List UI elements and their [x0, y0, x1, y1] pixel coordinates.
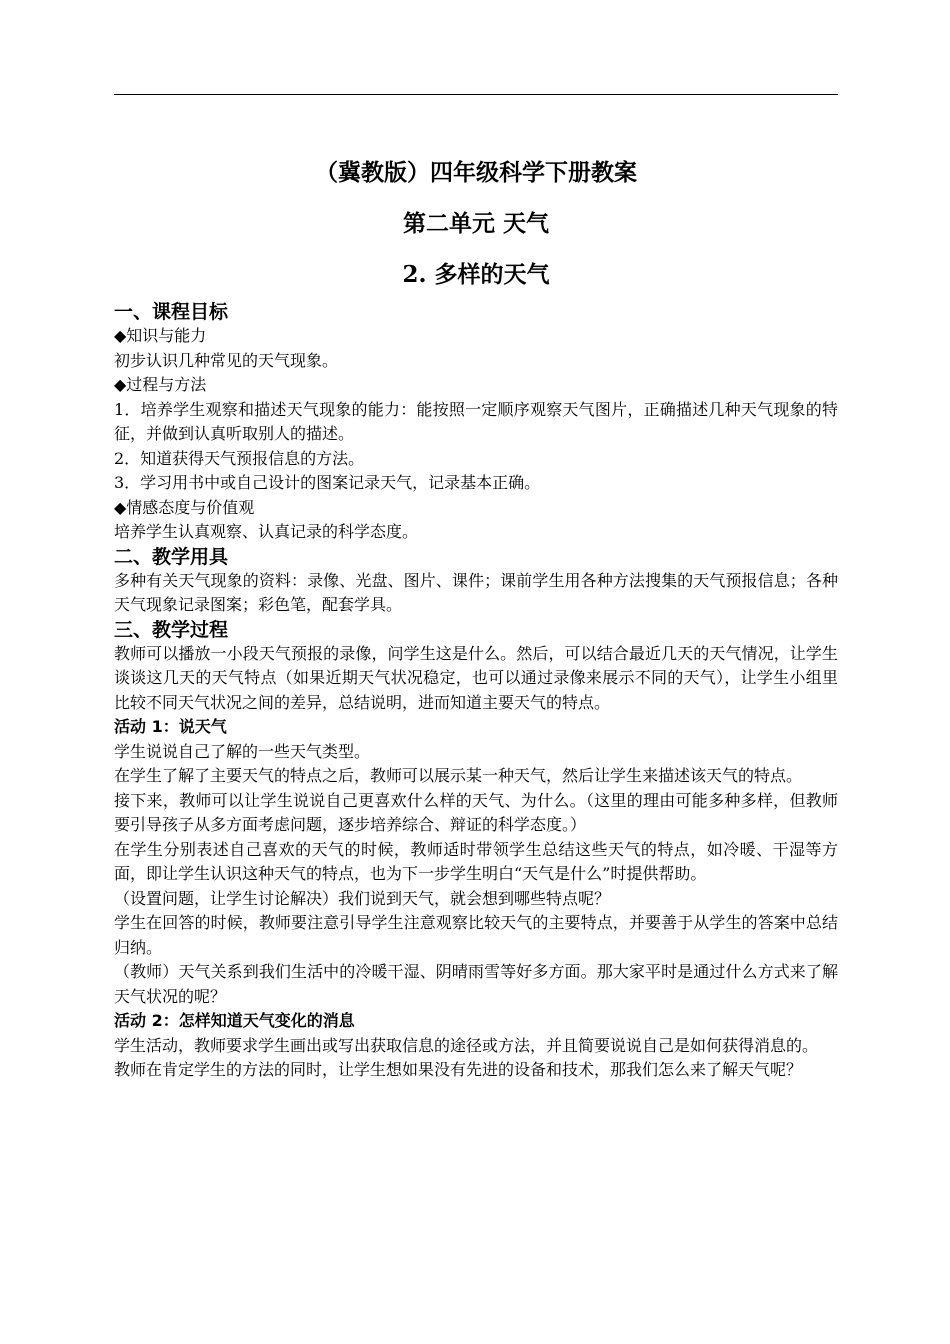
paragraph: 2．知道获得天气预报信息的方法。: [114, 448, 365, 468]
header-rule: [114, 94, 838, 95]
paragraph: 学生说说自己了解的一些天气类型。: [114, 741, 371, 761]
paragraph: 3．学习用书中或自己设计的图案记录天气，记录基本正确。: [114, 473, 541, 492]
paragraph: 多种有关天气现象的资料：录像、光盘、图片、课件；课前学生用各种方法搜集的天气预报信息；各种天气现象记录图案；彩色笔，配套学具。: [114, 570, 838, 614]
paragraph: 在学生了解了主要天气的特点之后，教师可以展示某一种天气，然后让学生来描述该天气的特点。: [114, 766, 803, 785]
document-body: [114, 152, 838, 1083]
activity-heading-2: 活动 2：怎样知道天气变化的消息: [114, 1011, 355, 1030]
paragraph: 教师可以播放一小段天气预报的录像，问学生这是什么。然后，可以结合最近几天的天气情况，让学生谈谈这几天的天气特点（如果近期天气状况稳定，也可以通过录像来展示不同的天气），让学生小组里比较不同天气状况之间的差异，总结说明，进而知道主要天气的特点。: [114, 643, 838, 712]
unit-title: 第二单元 天气: [402, 210, 549, 237]
section-heading-goals: 一、课程目标: [114, 301, 229, 323]
section-heading-process: 三、教学过程: [114, 618, 229, 641]
paragraph: 1．培养学生观察和描述天气现象的能力：能按照一定顺序观察天气图片，正确描述几种天气现象的特征，并做到认真听取别人的描述。: [114, 399, 838, 443]
subheading-attitude: ◆情感态度与价值观: [114, 497, 255, 517]
paragraph: 学生活动，教师要求学生画出或写出获取信息的途径或方法，并且简要说说自己是如何获得消息的。: [114, 1035, 819, 1055]
activity-heading-1: 活动 1：说天气: [114, 717, 227, 736]
section-heading-tools: 二、教学用具: [114, 545, 229, 568]
paragraph: （教师）天气关系到我们生活中的冷暖干湿、阴晴雨雪等好多方面。那大家平时是通过什么方式来了解天气状况的呢？: [114, 962, 838, 1006]
lesson-title: 2. 多样的天气: [402, 261, 550, 288]
paragraph: 教师在肯定学生的方法的同时，让学生想如果没有先进的设备和技术，那我们怎么来了解天气呢？: [114, 1060, 803, 1079]
paragraph: 初步认识几种常见的天气现象。: [114, 350, 339, 370]
document-title: （冀教版）四年级科学下册教案: [315, 159, 637, 186]
paragraph: 在学生分别表述自己喜欢的天气的时候，教师适时带领学生总结这些天气的特点，如冷暖、干湿等方面，即让学生认识这种天气的特点，也为下一步学生明白“天气是什么”时提供帮助。: [114, 839, 838, 883]
paragraph: 培养学生认真观察、认真记录的科学态度。: [114, 522, 419, 541]
paragraph: 接下来，教师可以让学生说说自己更喜欢什么样的天气、为什么。（这里的理由可能多种多样，但教师要引导孩子从多方面考虑问题，逐步培养综合、辩证的科学态度。）: [114, 790, 838, 834]
paragraph: 学生在回答的时候，教师要注意引导学生注意观察比较天气的主要特点，并要善于从学生的答案中总结归纳。: [114, 913, 838, 957]
subheading-knowledge: ◆知识与能力: [114, 326, 207, 345]
subheading-process: ◆过程与方法: [114, 375, 207, 394]
paragraph: （设置问题，让学生讨论解决）我们说到天气，就会想到哪些特点呢？: [114, 888, 611, 908]
